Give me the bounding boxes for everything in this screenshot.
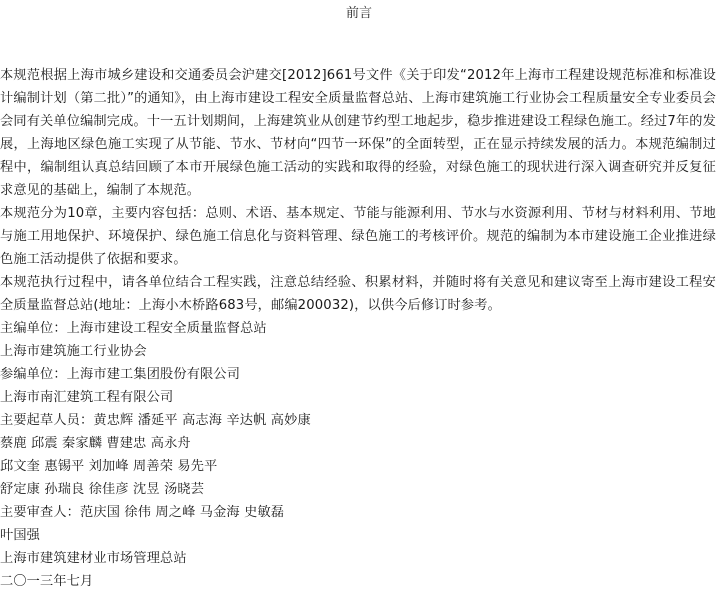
chief-editor-unit: 主编单位：上海市建设工程安全质量监督总站 <box>0 321 267 336</box>
document-date: 二〇一三年七月 <box>0 574 94 589</box>
paragraph-contents: 本规范分为10章，主要内容包括：总则、术语、基本规定、节能与能源利用、节水与水资源利用、节材与材料利用、节地与施工用地保护、环境保护、绿色施工信息化与资料管理、绿色施工的考核评价。规范的编制为本市建设施工企业推进绿色施工活动提供了依据和要求。 <box>0 206 716 267</box>
participating-unit-2: 上海市南汇建筑工程有限公司 <box>0 390 174 405</box>
main-reviewers: 主要审查人：范庆国 徐伟 周之峰 马金海 史敏磊 <box>0 505 285 520</box>
participating-unit: 参编单位：上海市建工集团股份有限公司 <box>0 367 241 382</box>
paragraph-background: 本规范根据上海市城乡建设和交通委员会沪建交[2012]661号文件《关于印发“2012年上海市工程建设规范标准和标准设计编制计划（第二批）”的通知》，由上海市建设工程安全质量监督总站、上海市建筑施工行业协会工程质量安全专业委员会会同有关单位编制完成。十一五计划期间，上海建筑业从创建节约型工地起步，稳步推进建设工程绿色施工。经过7年的发展，上海地区绿色施工实现了从节能、节水、节材向“四节一环保”的全面转型，正在显示持续发展的活力。本规范编制过程中，编制组认真总结回顾了本市开展绿色施工活动的实践和取得的经验，对绿色施工的现状进行深入调查研究并反复征求意见的基础上，编制了本规范。 <box>0 68 716 198</box>
paragraph-feedback: 本规范执行过程中，请各单位结合工程实践，注意总结经验、积累材料，并随时将有关意见和建议寄至上海市建设工程安全质量监督总站(地址：上海小木桥路683号，邮编200032)，以供今后修订时参考。 <box>0 275 716 313</box>
main-drafters-3: 邱文奎 惠锡平 刘加峰 周善荣 易先平 <box>0 459 218 474</box>
chief-editor-unit-2: 上海市建筑施工行业协会 <box>0 344 147 359</box>
main-drafters-2: 蔡鹿 邱震 秦家麟 曹建忠 高永舟 <box>0 436 191 451</box>
reviewing-unit: 上海市建筑建材业市场管理总站 <box>0 551 187 566</box>
main-reviewers-2: 叶国强 <box>0 528 41 543</box>
page-title: 前言 <box>345 6 372 21</box>
main-drafters-4: 舒定康 孙瑞良 徐佳彦 沈昱 汤晓芸 <box>0 482 205 497</box>
main-drafters: 主要起草人员：黄忠辉 潘延平 高志海 辛达帆 高妙康 <box>0 413 311 428</box>
document-body <box>0 64 716 593</box>
